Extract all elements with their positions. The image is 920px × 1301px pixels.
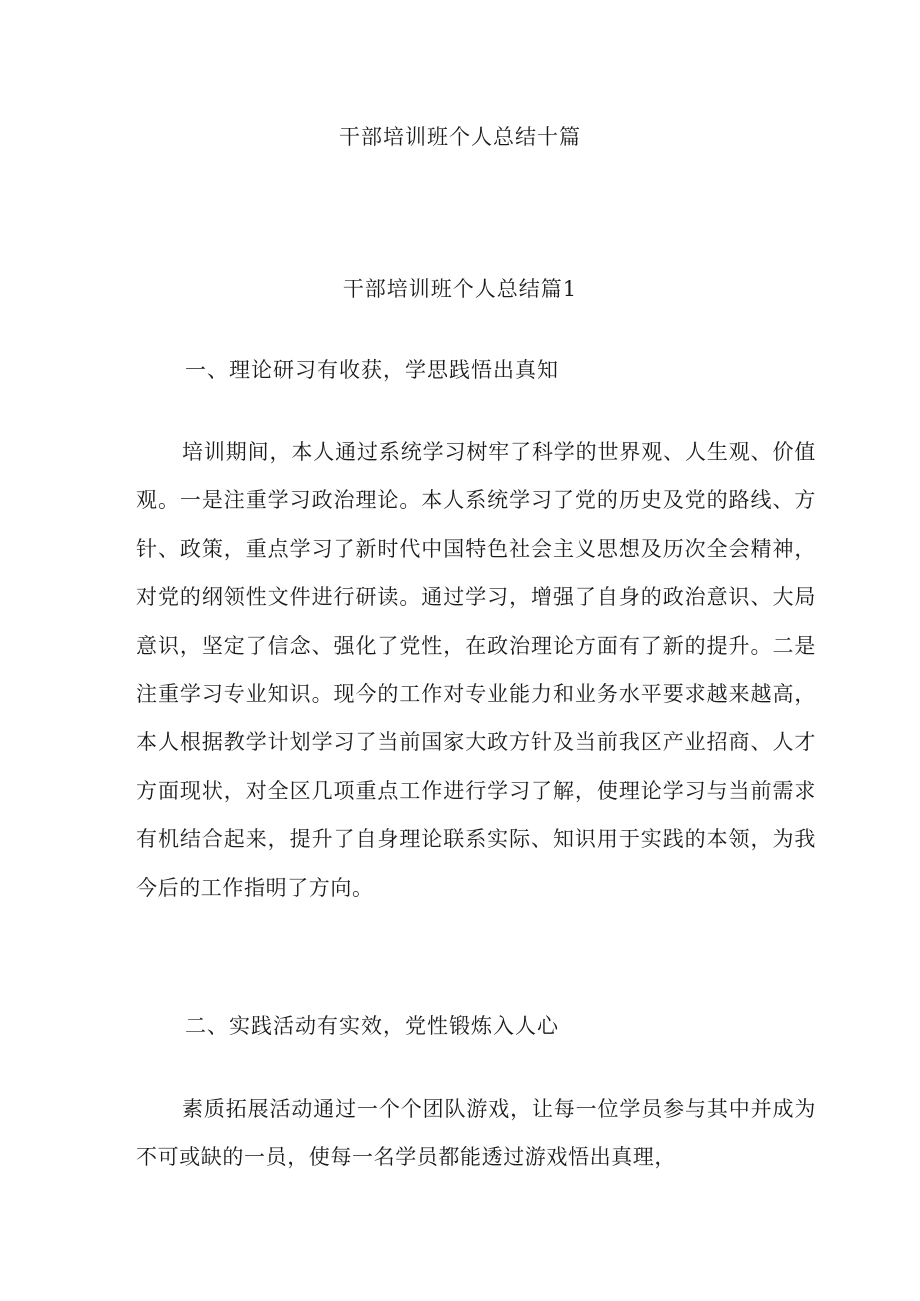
paragraph-practice-activities: 素质拓展活动通过一个个团队游戏，让每一位学员参与其中并成为不可或缺的一员，使每一名学员都能透过游戏悟出真理， [136, 1097, 816, 1170]
document-title: 干部培训班个人总结十篇 [339, 125, 581, 149]
heading-theory-study: 一、理论研习有收获，学思践悟出真知 [185, 358, 559, 382]
section-title: 干部培训班个人总结篇1 [342, 277, 578, 301]
paragraph-theory-study: 培训期间，本人通过系统学习树牢了科学的世界观、人生观、价值观。一是注重学习政治理论。本人系统学习了党的历史及党的路线、方针、政策，重点学习了新时代中国特色社会主义思想及历次全会精神，对党的纲领性文件进行研读。通过学习，增强了自身的政治意识、大局意识，坚定了信念、强化了党性，在政治理论方面有了新的提升。二是注重学习专业知识。现今的工作对专业能力和业务水平要求越来越高，本人根据教学计划学习了当前国家大政方针及当前我区产业招商、人才方面现状，对全区几项重点工作进行学习了解，使理论学习与当前需求有机结合起来，提升了自身理论联系实际、知识用于实践的本领，为我今后的工作指明了方向。 [136, 440, 816, 900]
heading-practice-activities: 二、实践活动有实效，党性锻炼入人心 [185, 1014, 559, 1038]
